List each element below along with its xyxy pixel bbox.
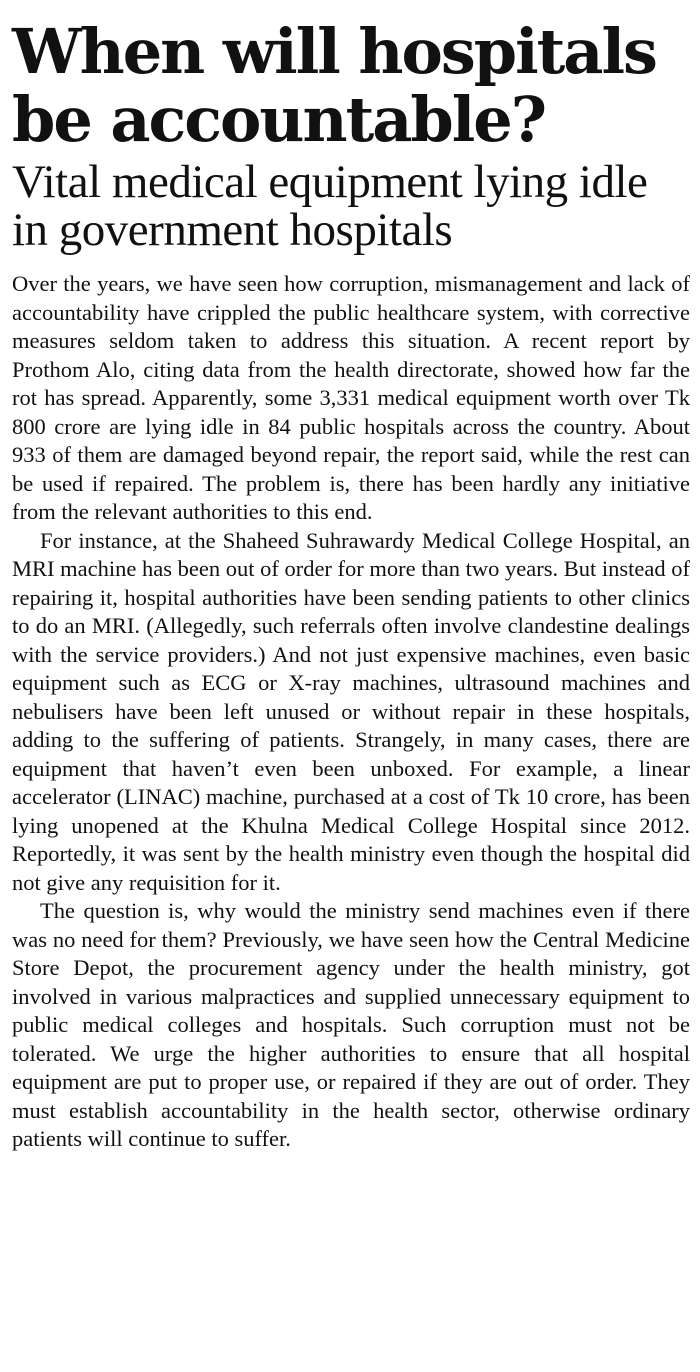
body-paragraph-1: Over the years, we have seen how corruption, mismanagement and lack of accountability have crippled the public healthcare system, with corrective measures seldom taken to address this situation. A recent report by Prothom Alo, citing data from the health directorate, showed how far the rot has spread. Apparently, some 3,331 medical equipment worth over Tk 800 crore are lying idle in 84 public hospitals across the country. About 933 of them are damaged beyond repair, the report said, while the rest can be used if repaired. The problem is, there has been hardly any initiative from the relevant authorities to this end. bbox=[12, 271, 690, 524]
article-body bbox=[12, 270, 690, 1154]
subheadline: Vital medical equipment lying idle in government hospitals bbox=[12, 156, 648, 256]
headline: When will hospitals be accountable? bbox=[12, 15, 656, 156]
body-paragraph-3: The question is, why would the ministry send machines even if there was no need for them? Previously, we have seen how the Central Medicine Store Depot, the procurement agency under the health ministry, got involved in various malpractices and supplied unnecessary equipment to public medical colleges and hospitals. Such corruption must not be tolerated. We urge the higher authorities to ensure that all hospital equipment are put to proper use, or repaired if they are out of order. They must establish accountability in the health sector, otherwise ordinary patients will continue to suffer. bbox=[12, 898, 690, 1151]
body-paragraph-2: For instance, at the Shaheed Suhrawardy Medical College Hospital, an MRI machine has been out of order for more than two years. But instead of repairing it, hospital authorities have been sending patients to other clinics to do an MRI. (Allegedly, such referrals often involve clandestine dealings with the service providers.) And not just expensive machines, even basic equipment such as ECG or X-ray machines, ultrasound machines and nebulisers have been left unused or without repair in these hospitals, adding to the suffering of patients. Strangely, in many cases, there are equipment that haven’t even been unboxed. For example, a linear accelerator (LINAC) machine, purchased at a cost of Tk 10 crore, has been lying unopened at the Khulna Medical College Hospital since 2012. Reportedly, it was sent by the health ministry even though the hospital did not give any requisition for it. bbox=[12, 527, 690, 895]
